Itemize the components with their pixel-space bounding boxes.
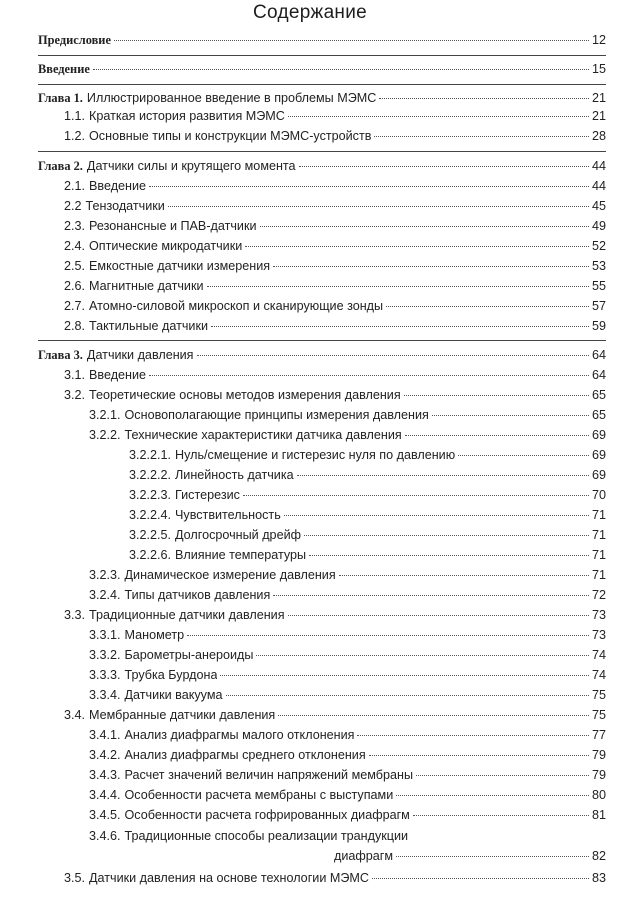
toc-entry[interactable] xyxy=(64,218,606,234)
toc-entry-page: 15 xyxy=(591,62,606,76)
dot-leader xyxy=(93,69,589,70)
section-number: 3.2.2.6. xyxy=(129,548,172,562)
dot-leader xyxy=(256,655,589,656)
toc-entry-page: 73 xyxy=(591,628,606,642)
toc-entry-label: Атомно-силовой микроскоп и сканирующие зонды xyxy=(89,299,384,313)
section-number: 1.1. xyxy=(64,109,86,123)
toc-entry[interactable] xyxy=(89,787,606,803)
dot-leader xyxy=(396,795,589,796)
section-number: 3.2. xyxy=(64,388,86,402)
toc-entry-label: Типы датчиков давления xyxy=(124,588,271,602)
section-number: 3.3.3. xyxy=(89,668,121,682)
section-number: 3.3.1. xyxy=(89,628,121,642)
toc-entry[interactable] xyxy=(89,427,606,443)
dot-leader xyxy=(220,675,589,676)
dot-leader xyxy=(297,475,589,476)
section-number: 1.2. xyxy=(64,129,86,143)
divider xyxy=(38,84,606,85)
toc-entry-page: 21 xyxy=(591,91,606,105)
toc-entry-label: диафрагм xyxy=(334,849,394,863)
toc-entry[interactable] xyxy=(64,367,606,383)
section-number: 3.4.4. xyxy=(89,788,121,802)
toc-entry-label: Датчики вакуума xyxy=(124,688,223,702)
section-number: 2.3. xyxy=(64,219,86,233)
divider xyxy=(38,151,606,152)
toc-entry-label: Краткая история развития МЭМС xyxy=(89,109,285,123)
toc-entry-introduction[interactable] xyxy=(38,61,606,77)
dot-leader xyxy=(379,98,589,99)
section-number: 3.4. xyxy=(64,708,86,722)
toc-entry-chapter-3[interactable] xyxy=(38,347,606,363)
toc-entry[interactable] xyxy=(129,527,606,543)
dot-leader xyxy=(372,878,589,879)
section-number: 2.4. xyxy=(64,239,86,253)
page-title: Содержание xyxy=(252,2,368,23)
toc-entry[interactable] xyxy=(89,627,606,643)
section-number: 2.2 xyxy=(64,199,82,213)
chapter-number: Глава 3. xyxy=(38,348,83,362)
dot-leader xyxy=(226,695,589,696)
toc-entry-page: 69 xyxy=(591,448,606,462)
toc-entry-page: 71 xyxy=(591,528,606,542)
toc-entry-label: Основные типы и конструкции МЭМС-устройств xyxy=(89,129,372,143)
toc-entry-label: Мембранные датчики давления xyxy=(89,708,276,722)
toc-entry-page: 53 xyxy=(591,259,606,273)
toc-entry[interactable] xyxy=(129,507,606,523)
toc-entry-page: 69 xyxy=(591,468,606,482)
dot-leader xyxy=(168,206,589,207)
dot-leader xyxy=(273,595,589,596)
toc-entry[interactable] xyxy=(64,318,606,334)
toc-entry-label: Анализ диафрагмы малого отклонения xyxy=(124,728,355,742)
toc-entry-label: Трубка Бурдона xyxy=(124,668,218,682)
dot-leader xyxy=(114,40,589,41)
dot-leader xyxy=(369,755,589,756)
toc-entry-label: Резонансные и ПАВ-датчики xyxy=(89,219,257,233)
toc-entry-page: 70 xyxy=(591,488,606,502)
toc-entry-page: 74 xyxy=(591,668,606,682)
toc-entry-label: Емкостные датчики измерения xyxy=(89,259,271,273)
toc-entry[interactable] xyxy=(129,447,606,463)
toc-entry-chapter-2[interactable] xyxy=(38,158,606,174)
toc-entry-label: Иллюстрированное введение в проблемы МЭМС xyxy=(86,91,377,105)
dot-leader xyxy=(374,136,589,137)
dot-leader xyxy=(458,455,589,456)
toc-entry-label: Нуль/смещение и гистерезис нуля по давлению xyxy=(175,448,456,462)
toc-entry[interactable] xyxy=(64,707,606,723)
toc-entry-label: Теоретические основы методов измерения давления xyxy=(89,388,401,402)
toc-entry[interactable] xyxy=(64,178,606,194)
section-number: 3.4.1. xyxy=(89,728,121,742)
toc-entry[interactable] xyxy=(64,298,606,314)
toc-entry[interactable] xyxy=(64,870,606,886)
toc-entry-preface[interactable] xyxy=(38,32,606,48)
section-number: 3.4.3. xyxy=(89,768,121,782)
toc-entry-page: 71 xyxy=(591,548,606,562)
dot-leader xyxy=(416,775,589,776)
toc-entry-label: Особенности расчета гофрированных диафрагм xyxy=(124,808,410,822)
toc-entry[interactable] xyxy=(64,128,606,144)
toc-entry[interactable] xyxy=(89,727,606,743)
toc-entry-label: Основополагающие принципы измерения давления xyxy=(124,408,429,422)
toc-entry-page: 45 xyxy=(591,199,606,213)
dot-leader xyxy=(260,226,589,227)
toc-entry-page: 71 xyxy=(591,568,606,582)
toc-entry-page: 75 xyxy=(591,688,606,702)
toc-entry-label: Особенности расчета мембраны с выступами xyxy=(124,788,394,802)
toc-entry[interactable] xyxy=(129,467,606,483)
toc-entry-page: 72 xyxy=(591,588,606,602)
toc-entry[interactable] xyxy=(64,387,606,403)
toc-entry-label: Магнитные датчики xyxy=(89,279,204,293)
dot-leader xyxy=(309,555,589,556)
dot-leader xyxy=(278,715,589,716)
dot-leader xyxy=(386,306,589,307)
toc-entry[interactable] xyxy=(129,547,606,563)
toc-entry-page: 83 xyxy=(591,871,606,885)
section-number: 3.5. xyxy=(64,871,86,885)
dot-leader xyxy=(404,395,589,396)
toc-entry-label: Технические характеристики датчика давления xyxy=(124,428,402,442)
toc-entry-label: Линейность датчика xyxy=(175,468,294,482)
toc-entry[interactable] xyxy=(89,747,606,763)
toc-entry-page: 21 xyxy=(591,109,606,123)
section-number: 3.3. xyxy=(64,608,86,622)
toc-entry-page: 65 xyxy=(591,388,606,402)
toc-entry-continuation[interactable] xyxy=(334,848,606,864)
toc-entry-page: 79 xyxy=(591,768,606,782)
section-number: 2.6. xyxy=(64,279,86,293)
toc-entry[interactable] xyxy=(64,278,606,294)
dot-leader xyxy=(299,166,589,167)
toc-entry-label: Датчики давления xyxy=(86,348,194,362)
toc-entry[interactable] xyxy=(89,828,606,844)
dot-leader xyxy=(149,375,589,376)
dot-leader xyxy=(245,246,589,247)
toc-entry[interactable] xyxy=(64,258,606,274)
toc-entry-page: 69 xyxy=(591,428,606,442)
dot-leader xyxy=(273,266,589,267)
toc-entry-page: 74 xyxy=(591,648,606,662)
toc-entry-label: Введение xyxy=(38,62,90,76)
dot-leader xyxy=(288,615,589,616)
toc-entry-label: Традиционные способы реализации трандукции xyxy=(124,829,409,843)
dot-leader xyxy=(197,355,589,356)
toc-entry-label: Анализ диафрагмы среднего отклонения xyxy=(124,748,366,762)
section-number: 3.4.2. xyxy=(89,748,121,762)
toc-entry-page: 12 xyxy=(591,33,606,47)
chapter-number: Глава 1. xyxy=(38,91,83,105)
toc-entry-label: Манометр xyxy=(124,628,185,642)
dot-leader xyxy=(339,575,589,576)
dot-leader xyxy=(357,735,589,736)
dot-leader xyxy=(432,415,589,416)
section-number: 2.7. xyxy=(64,299,86,313)
divider xyxy=(38,340,606,341)
toc-entry-label: Введение xyxy=(89,368,147,382)
dot-leader xyxy=(243,495,589,496)
dot-leader xyxy=(405,435,589,436)
section-number: 3.1. xyxy=(64,368,86,382)
toc-entry-page: 52 xyxy=(591,239,606,253)
section-number: 3.2.4. xyxy=(89,588,121,602)
toc-entry-page: 82 xyxy=(591,849,606,863)
section-number: 3.4.5. xyxy=(89,808,121,822)
section-number: 3.2.2.3. xyxy=(129,488,172,502)
section-number: 3.2.2.4. xyxy=(129,508,172,522)
section-number: 2.1. xyxy=(64,179,86,193)
chapter-number: Глава 2. xyxy=(38,159,83,173)
section-number: 3.3.4. xyxy=(89,688,121,702)
toc-entry-page: 57 xyxy=(591,299,606,313)
toc-entry[interactable] xyxy=(89,687,606,703)
toc-entry-label: Введение xyxy=(89,179,147,193)
toc-entry[interactable] xyxy=(89,587,606,603)
toc-entry-page: 81 xyxy=(591,808,606,822)
dot-leader xyxy=(396,856,589,857)
toc-entry[interactable] xyxy=(89,567,606,583)
toc-entry[interactable] xyxy=(64,607,606,623)
dot-leader xyxy=(211,326,589,327)
toc-entry-label: Традиционные датчики давления xyxy=(89,608,285,622)
dot-leader xyxy=(284,515,589,516)
toc-entry-page: 44 xyxy=(591,159,606,173)
toc-entry[interactable] xyxy=(89,767,606,783)
toc-entry-page: 49 xyxy=(591,219,606,233)
section-number: 2.5. xyxy=(64,259,86,273)
toc-entry-label: Предисловие xyxy=(38,33,111,47)
toc-entry-label: Динамическое измерение давления xyxy=(124,568,336,582)
section-number: 3.3.2. xyxy=(89,648,121,662)
dot-leader xyxy=(187,635,589,636)
toc-entry[interactable] xyxy=(64,238,606,254)
toc-entry-label: Чувствительность xyxy=(175,508,281,522)
dot-leader xyxy=(413,815,589,816)
section-number: 3.2.1. xyxy=(89,408,121,422)
section-number: 2.8. xyxy=(64,319,86,333)
toc-entry-page: 64 xyxy=(591,348,606,362)
toc-entry[interactable] xyxy=(129,487,606,503)
toc-entry-page: 80 xyxy=(591,788,606,802)
toc-entry-label: Тактильные датчики xyxy=(89,319,209,333)
toc-entry[interactable] xyxy=(89,407,606,423)
toc-entry-label: Оптические микродатчики xyxy=(89,239,243,253)
toc-entry-page: 73 xyxy=(591,608,606,622)
dot-leader xyxy=(304,535,589,536)
toc-entry-page: 75 xyxy=(591,708,606,722)
dot-leader xyxy=(288,116,589,117)
section-number: 3.2.2. xyxy=(89,428,121,442)
toc-entry[interactable] xyxy=(89,647,606,663)
dot-leader xyxy=(207,286,589,287)
toc-entry-page: 55 xyxy=(591,279,606,293)
toc-entry[interactable] xyxy=(89,807,606,823)
toc-entry-page: 65 xyxy=(591,408,606,422)
section-number: 3.2.2.1. xyxy=(129,448,172,462)
toc-entry-page: 79 xyxy=(591,748,606,762)
toc-entry-label: Расчет значений величин напряжений мембраны xyxy=(124,768,414,782)
toc-entry-label: Влияние температуры xyxy=(175,548,307,562)
toc-entry-chapter-1[interactable] xyxy=(38,90,606,106)
toc-entry[interactable] xyxy=(64,198,606,214)
toc-entry-page: 28 xyxy=(591,129,606,143)
toc-entry-page: 71 xyxy=(591,508,606,522)
section-number: 3.2.3. xyxy=(89,568,121,582)
toc-entry[interactable] xyxy=(89,667,606,683)
toc-entry-label: Датчики давления на основе технологии МЭМС xyxy=(89,871,369,885)
toc-entry-label: Тензодатчики xyxy=(85,199,165,213)
toc-entry-label: Гистерезис xyxy=(175,488,240,502)
toc-entry-page: 44 xyxy=(591,179,606,193)
divider xyxy=(38,55,606,56)
dot-leader xyxy=(149,186,589,187)
toc-entry[interactable] xyxy=(64,108,606,124)
section-number: 3.4.6. xyxy=(89,829,121,843)
toc-entry-page: 77 xyxy=(591,728,606,742)
toc-entry-label: Датчики силы и крутящего момента xyxy=(86,159,296,173)
toc-entry-label: Барометры-анероиды xyxy=(124,648,254,662)
toc-entry-label: Долгосрочный дрейф xyxy=(175,528,301,542)
toc-entry-page: 59 xyxy=(591,319,606,333)
toc-entry-page: 64 xyxy=(591,368,606,382)
section-number: 3.2.2.2. xyxy=(129,468,172,482)
section-number: 3.2.2.5. xyxy=(129,528,172,542)
